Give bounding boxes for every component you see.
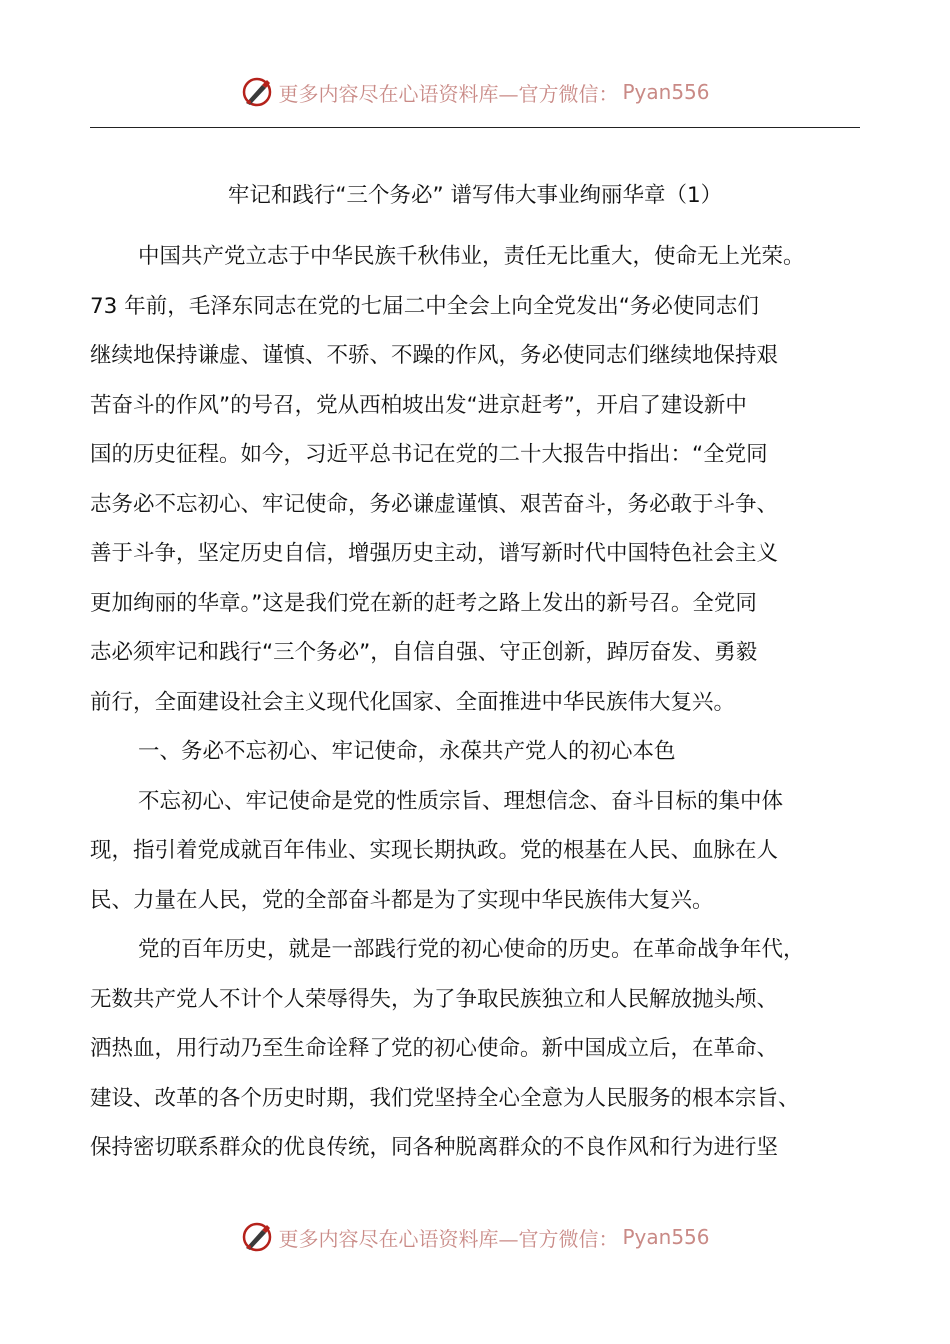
body-line: 党的百年历史，就是一部践行党的初心使命的历史。在革命战争年代， [138,937,805,962]
document-title: 牢记和践行“三个务必” 谱写伟大事业绚丽华章（1） [227,183,723,208]
section-heading: 一、务必不忘初心、牢记使命，永葆共产党人的初心本色 [138,739,676,764]
pen-logo-icon [240,75,274,109]
body-line: 前行，全面建设社会主义现代化国家、全面推进中华民族伟大复兴。 [90,689,736,715]
body-line: 现，指引着党成就百年伟业、实现长期执政。党的根基在人民、血脉在人 [90,838,779,863]
body-line: 中国共产党立志于中华民族千秋伟业，责任无比重大，使命无上光荣。 [138,244,805,269]
body-line: 建设、改革的各个历史时期，我们党坚持全心全意为人民服务的根本宗旨、 [90,1085,800,1111]
body-line: 不忘初心、牢记使命是党的性质宗旨、理想信念、奋斗目标的集中体 [138,788,784,814]
body-line: 善于斗争，坚定历史自信，增强历史主动，谱写新时代中国特色社会主义 [90,541,779,566]
document-body [90,232,868,1173]
body-line: 志必须牢记和践行“三个务必”，自信自强、守正创新，踔厉奋发、勇毅 [90,640,758,665]
pen-logo-icon [240,1220,274,1254]
body-line: 73 年前，毛泽东同志在党的七届二中全会上向全党发出“务必使同志们 [90,293,759,319]
footer-banner-text: 更多内容尽在心语资料库—官方微信： [278,1226,619,1251]
body-line: 苦奋斗的作风”的号召，党从西柏坡出发“进京赶考”，开启了建设新中 [90,392,747,418]
body-line: 保持密切联系群众的优良传统，同各种脱离群众的不良作风和行为进行坚 [90,1135,779,1160]
body-line: 洒热血，用行动乃至生命诠释了党的初心使命。新中国成立后，在革命、 [90,1036,779,1061]
body-line: 民、力量在人民，党的全部奋斗都是为了实现中华民族伟大复兴。 [90,887,714,913]
body-line: 更加绚丽的华章。”这是我们党在新的赶考之路上发出的新号召。全党同 [90,590,757,616]
body-line: 国的历史征程。如今，习近平总书记在党的二十大报告中指出：“全党同 [90,442,768,467]
body-line: 志务必不忘初心、牢记使命，务必谦虚谨慎、艰苦奋斗，务必敢于斗争、 [90,491,779,517]
body-line: 无数共产党人不计个人荣辱得失，为了争取民族独立和人民解放抛头颅、 [90,986,779,1012]
body-line: 继续地保持谦虚、谨慎、不骄、不躁的作风，务必使同志们继续地保持艰 [90,343,779,368]
header-divider [90,127,860,128]
footer-banner [0,1217,950,1257]
header-banner-text: 更多内容尽在心语资料库—官方微信： [278,81,619,106]
header-banner [0,72,950,112]
header-banner-id: Pyan556 [622,80,710,104]
footer-banner-id: Pyan556 [622,1225,710,1249]
